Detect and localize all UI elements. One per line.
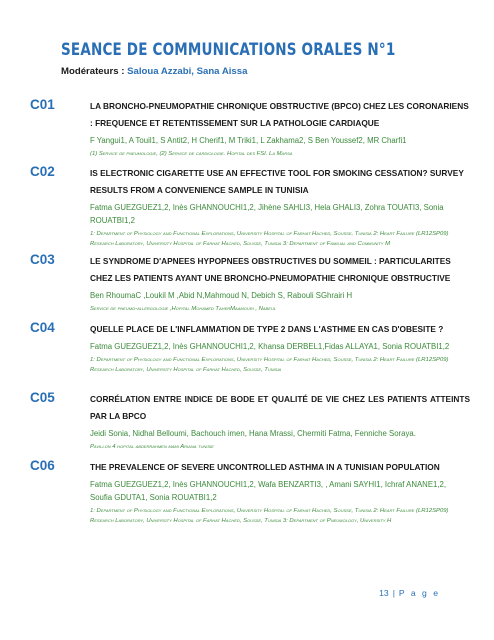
- abstract-authors: Fatma GUEZGUEZ1,2, Inès GHANNOUCHI1,2, Wafa BENZARTI3, , Amani SAYHI1, Ichraf ANANE1,2, Soufia GDUTA1, Sonia ROUATBI1,2: [90, 480, 447, 502]
- abstract-code: C03: [30, 252, 55, 267]
- abstract-body: [90, 253, 470, 315]
- abstract-title: CORRÉLATION ENTRE INDICE DE BODE ET QUALITÉ DE VIE CHEZ LES PATIENTS ATTEINTS PAR LA BPCO: [90, 394, 470, 421]
- abstract-code: C01: [30, 97, 55, 112]
- session-title: SEANCE DE COMMUNICATIONS ORALES N°1: [61, 40, 396, 59]
- page-number: 13: [379, 588, 389, 598]
- moderators-line: [61, 66, 247, 77]
- abstract-title: LE SYNDROME D'APNEES HYPOPNEES OBSTRUCTIVES DU SOMMEIL : PARTICULARITES CHEZ LES PATIENTS AYANT UNE BRONCHO-PNEUMOPATHIE CHRONIQUE OBSTRUCTIVE: [90, 256, 451, 283]
- abstract-title: THE PREVALENCE OF SEVERE UNCONTROLLED ASTHMA IN A TUNISIAN POPULATION: [90, 462, 440, 472]
- abstract-title: LA BRONCHO-PNEUMOPATHIE CHRONIQUE OBSTRUCTIVE (BPCO) CHEZ LES CORONARIENS : FREQUENCE ET RETENTISSEMENT SUR LA PATHOLOGIE CARDIAQUE: [90, 101, 469, 128]
- abstract-authors: F Yangui1, A Touil1, S Antit2, H Cherif1, M Triki1, L Zakhama2, S Ben Youssef2, MR Charfi1: [90, 136, 407, 145]
- abstract-authors: Fatma GUEZGUEZ1,2, Inès GHANNOUCHI1,2, Khansa DERBEL1,Fidas ALLAYA1, Sonia ROUATBI1,2: [90, 342, 450, 351]
- abstract-title: IS ELECTRONIC CIGARETTE USE AN EFFECTIVE TOOL FOR SMOKING CESSATION? SURVEY RESULTS FROM A CONVENIENCE SAMPLE IN TUNISIA: [90, 168, 464, 195]
- abstract-code: C06: [30, 458, 55, 473]
- footer-separator: |: [392, 588, 395, 598]
- abstract-affiliation: 1: Department of Physiology and Functional Explorations, University Hospital of Farhat Hached, Sousse, Tunisia 2: Heart Failure (LR12SP09) Research Laboratory, University Hospital of Farhat Hached, Sousse, Tunisia 3: Department of Familial and Community M: [90, 231, 449, 247]
- abstract-body: [90, 321, 470, 375]
- abstract-body: [90, 165, 470, 249]
- abstract-body: [90, 98, 470, 160]
- abstract-affiliation: 1: Department of Physiology and Functional Explorations, University Hospital of Farhat Hached, Sousse, Tunisia 2: Heart Failure (LR12SP09) Research Laboratory, University Hospital of Farhat Hached, Sousse, Tunisia 3: Department of Pneumology, University H: [90, 508, 449, 524]
- page-label: P a g e: [398, 588, 440, 598]
- abstract-code: C04: [30, 320, 55, 335]
- abstract-authors: Ben RhoumaC ,Loukil M ,Abid N,Mahmoud N, Debich S, Rabouli SGhrairi H: [90, 291, 353, 300]
- abstract-code: C05: [30, 390, 55, 405]
- abstract-title: QUELLE PLACE DE L'INFLAMMATION DE TYPE 2 DANS L'ASTHME EN CAS D'OBESITE ?: [90, 324, 444, 334]
- abstract-authors: Fatma GUEZGUEZ1,2, Inès GHANNOUCHI1,2, Jihène SAHLI3, Hela GHALI3, Zohra TOUATI3, Sonia ROUATBI1,2: [90, 203, 444, 225]
- abstract-body: [90, 459, 470, 526]
- moderators-label: Modérateurs :: [61, 66, 125, 77]
- page-footer: [379, 588, 440, 598]
- abstract-affiliation: Pavillon 4 hopital abderrahmen mami Ariana tunisie: [90, 444, 214, 450]
- abstract-authors: Jeidi Sonia, Nidhal Belloumi, Bachouch imen, Hana Mrassi, Chermiti Fatma, Fenniche Soraya.: [90, 429, 416, 438]
- abstract-affiliation: Service de pneumo-allergologie ,Hopital Mohamed TaherMaamouri , Nabeul: [90, 306, 276, 312]
- abstract-affiliation: 1: Department of Physiology and Functional Explorations, University Hospital of Farhat Hached, Sousse, Tunisia 2: Heart Failure (LR12SP09) Research Laboratory, University Hospital of Farhat Hached, Sousse, Tunisia: [90, 357, 449, 373]
- abstract-affiliation: (1) Service de pneumologie, (2) Service de cardiologie. Hopital des FSI. La Marsa: [90, 151, 293, 157]
- abstract-body: [90, 391, 470, 453]
- moderators-names: Saloua Azzabi, Sana Aissa: [127, 66, 248, 77]
- abstract-code: C02: [30, 164, 55, 179]
